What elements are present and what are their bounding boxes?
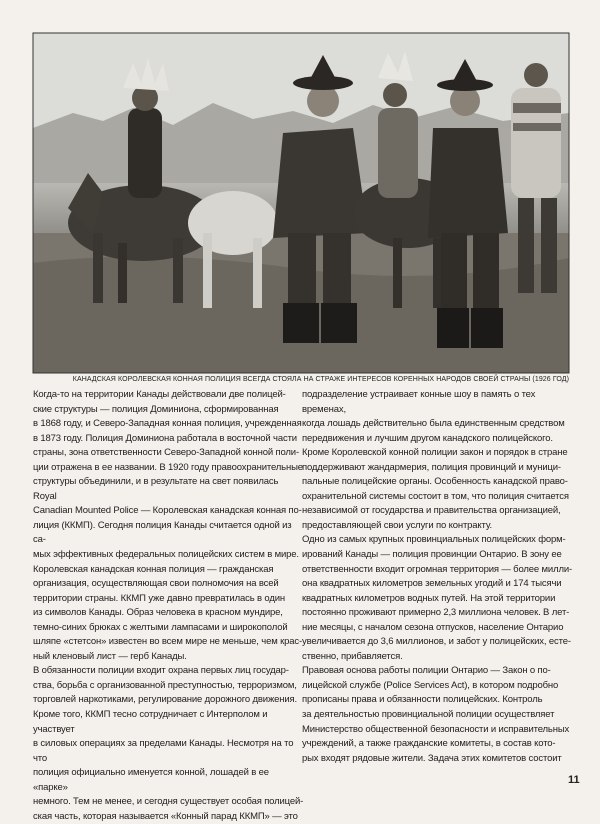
text-line: Canadian Mounted Police — Королевская канадская конная по- <box>33 505 302 517</box>
text-line: передвижения и лучшим другом канадского полицейского. <box>302 432 553 444</box>
text-line: квадратных километров водных путей. На этой территории <box>302 592 556 604</box>
text-line: полиция официально именуется конной, лошадей в ее «парке» <box>33 767 269 793</box>
photo-caption: КАНАДСКАЯ КОРОЛЕВСКАЯ КОННАЯ ПОЛИЦИЯ ВСЕГДА СТОЯЛА НА СТРАЖЕ ИНТЕРЕСОВ КОРЕННЫХ НАРОДОВ СВОЕЙ СТРАНЫ (1926 ГОД) <box>72 376 569 383</box>
text-line: ства, борьба с организованной преступностью, терроризмом, <box>33 679 297 691</box>
text-line: организация, осуществляющая свои полномочия на всей <box>33 578 279 590</box>
text-line: прописаны права и обязанности полицейских. Контроль <box>302 694 543 706</box>
text-line: пальные полицейские органы. Особенность канадской право- <box>302 476 568 488</box>
text-line: ственно, прибавляется. <box>302 650 403 662</box>
text-line: Кроме Королевской конной полиции закон и порядок в стране <box>302 447 568 459</box>
text-line: шляпе «стетсон» известен во всем мире не меньше, чем крас- <box>33 636 302 648</box>
text-line: независимой от государства и правительства организацией, <box>302 505 561 517</box>
text-line: Королевская канадская конная полиция — гражданская <box>33 563 274 575</box>
text-line: Правовая основа работы полиции Онтарио — Закон о по- <box>302 665 551 677</box>
text-line: в силовых операциях за пределами Канады. Несмотря на то что <box>33 738 294 764</box>
text-line: рых входят рядовые жители. Задача этих комитетов состоит <box>302 752 562 764</box>
page-number: 11 <box>568 774 580 786</box>
text-line: подразделение устраивает конные шоу в память о тех временах, <box>302 389 536 415</box>
text-line: ская часть, которая называется «Конный парад ККМП» — это <box>33 810 298 822</box>
text-line: увеличивается до 3,6 миллионов, и забот у полицейских, есте- <box>302 636 571 648</box>
left-text-column <box>33 388 304 822</box>
text-line: в 1873 году. Полиция Доминиона работала в восточной части <box>33 432 297 444</box>
text-line: постоянно проживают примерно 2,3 миллиона человек. В лет- <box>302 607 570 619</box>
text-line: торговлей наркотиками, регулирование дорожного движения. <box>33 694 298 706</box>
text-line: немного. Тем не менее, и сегодня существует особая полицей- <box>33 796 304 808</box>
text-line: территории страны. ККМП уже давно превратилась в один <box>33 592 285 604</box>
text-line: лицейской службе (Police Services Act), в котором подробно <box>302 679 559 691</box>
text-line: поддерживают жандармерия, полиция провинций и муници- <box>302 461 561 473</box>
right-text-column <box>302 388 573 772</box>
text-line: страны, зона ответственности Северо-Западной конной поли- <box>33 447 299 459</box>
text-line: она квадратных километров земельных угодий и 174 тысячи <box>302 578 562 590</box>
text-line: ответственности входит огромная территория — более милли- <box>302 563 573 575</box>
text-line: Министерство общественной безопасности и исправительных <box>302 723 570 735</box>
text-line: ции отражена в ее названии. В 1920 году правоохранительные <box>33 461 303 473</box>
text-line: ирований Канады — полиция провинции Онтарио. В зону ее <box>302 549 562 561</box>
text-line: ские структуры — полиция Доминиона, сформированная <box>33 403 279 415</box>
text-line: темно-синих брюках с желтыми лампасами и широкополой <box>33 621 288 633</box>
text-line: когда лошадь действительно была единственным средством <box>302 418 565 430</box>
text-line: ный кленовый лист — герб Канады. <box>33 650 187 662</box>
text-line: охранительной системы состоит в том, что полиция считается <box>302 490 569 502</box>
text-line: лиция (ККМП). Сегодня полиция Канады считается одной из са- <box>33 519 292 546</box>
text-line: мых эффективных федеральных полицейских систем в мире. <box>33 549 299 561</box>
text-line: Кроме того, ККМП тесно сотрудничает с Интерполом и участвует <box>33 709 268 735</box>
text-line: из символов Канады. Образ человека в красном мундире, <box>33 607 283 619</box>
text-line: структуры объединили, и в результате на свет появилась Royal <box>33 476 279 502</box>
text-line: В обязанности полиции входит охрана первых лиц государ- <box>33 665 289 677</box>
photo-illustration <box>33 33 569 373</box>
text-line: в 1868 году, и Северо-Западная конная полиция, учрежденная <box>33 418 302 430</box>
text-line: ние месяцы, с началом сезона отпусков, население Онтарио <box>302 621 564 633</box>
text-line: учреждений, а также гражданские комитеты, в состав кото- <box>302 738 556 750</box>
mounted-police-and-indigenous-riders-photo <box>33 33 569 373</box>
text-line: за деятельностью провинциальной полиции осуществляет <box>302 709 555 721</box>
text-line: предоставляющей свои услуги по контракту. <box>302 519 492 531</box>
text-line: Одно из самых крупных провинциальных полицейских форм- <box>302 534 566 546</box>
text-line: Когда-то на территории Канады действовали две полицей- <box>33 389 286 400</box>
